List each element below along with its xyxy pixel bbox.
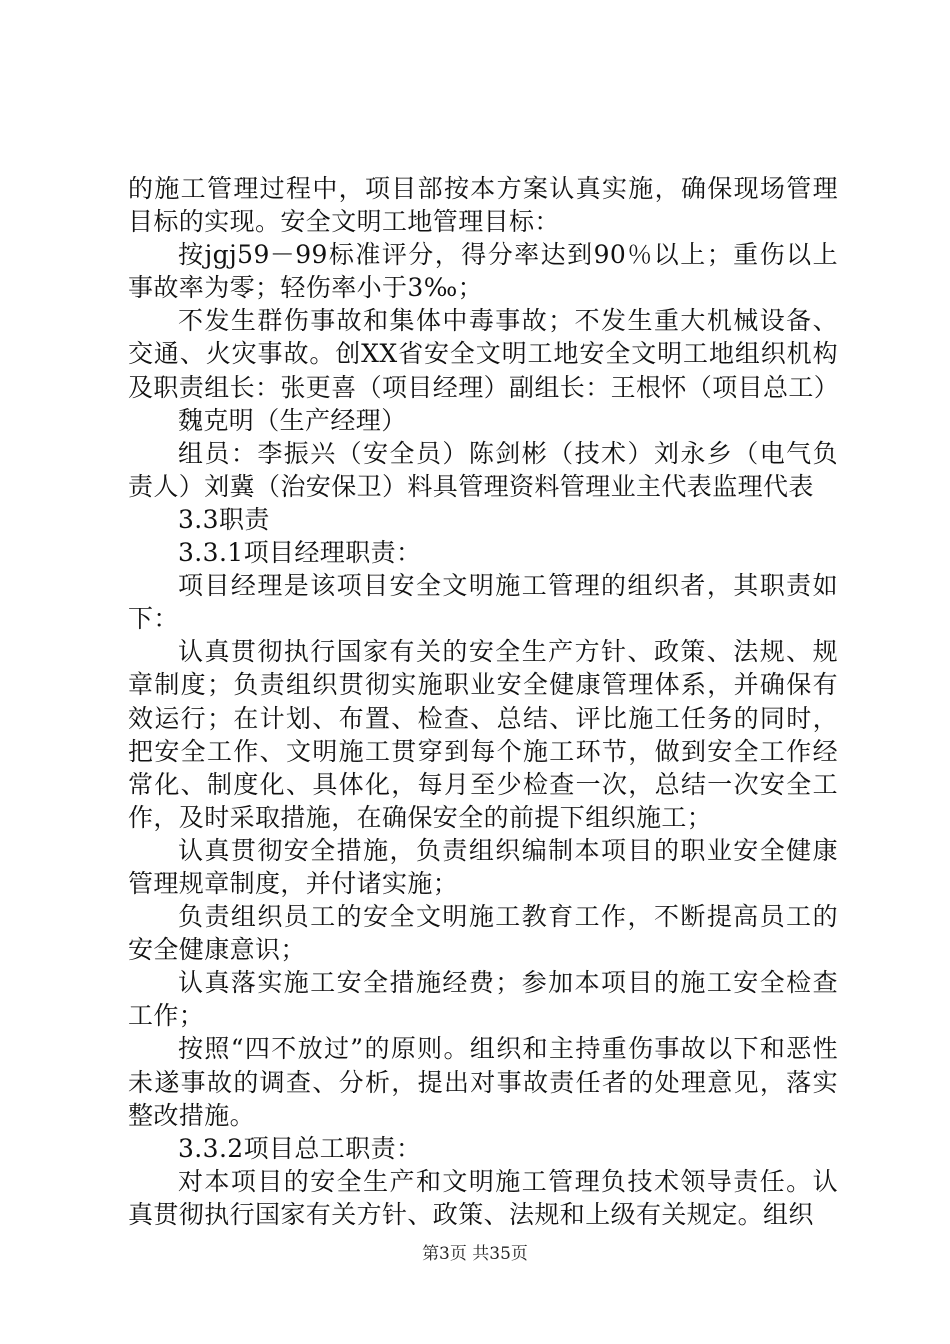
paragraph-pm-duty-5: 按照“四不放过”的原则。组织和主持重伤事故以下和恶性未遂事故的调查、分析，提出对事故责任者的处理意见，落实整改措施。: [128, 1034, 838, 1130]
paragraph-pm-role: 项目经理是该项目安全文明施工管理的组织者，其职责如下：: [128, 571, 838, 634]
paragraph-continuation: 的施工管理过程中，项目部按本方案认真实施，确保现场管理目标的实现。安全文明工地管理目标：: [128, 174, 838, 237]
page-number-label: 第3页 共35页: [422, 1244, 528, 1264]
page-footer: [0, 1243, 950, 1265]
paragraph-pm-duty-1: 认真贯彻执行国家有关的安全生产方针、政策、法规、规章制度；负责组织贯彻实施职业安全健康管理体系，并确保有效运行；在计划、布置、检查、总结、评比施工任务的同时，把安全工作、文明施工贯穿到每个施工环节，做到安全工作经常化、制度化、具体化，每月至少检查一次，总结一次安全工作，及时采取措施，在确保安全的前提下组织施工；: [128, 637, 838, 832]
paragraph-production-manager: 魏克明（生产经理）: [178, 405, 407, 435]
document-body: [128, 172, 838, 1231]
paragraph-chief-engineer-duty: 对本项目的安全生产和文明施工管理负技术领导责任。认真贯彻执行国家有关方针、政策、法规和上级有关规定。组织: [128, 1166, 838, 1229]
subsection-heading-chief-engineer-duties: 3.3.2项目总工职责：: [178, 1133, 422, 1163]
paragraph-pm-duty-3: 负责组织员工的安全文明施工教育工作，不断提高员工的安全健康意识；: [128, 902, 838, 965]
subsection-heading-pm-duties: 3.3.1项目经理职责：: [178, 538, 422, 568]
paragraph-pm-duty-2: 认真贯彻安全措施，负责组织编制本项目的职业安全健康管理规章制度，并付诸实施；: [128, 835, 838, 898]
paragraph-team-members: 组员：李振兴（安全员）陈剑彬（技术）刘永乡（电气负责人）刘冀（治安保卫）料具管理资料管理业主代表监理代表: [128, 438, 838, 501]
paragraph-score-target: 按jgj59－99标准评分，得分率达到90％以上；重伤以上事故率为零；轻伤率小于3‰；: [128, 240, 838, 303]
paragraph-pm-duty-4: 认真落实施工安全措施经费；参加本项目的施工安全检查工作；: [128, 968, 838, 1031]
section-heading-duties: 3.3职责: [178, 504, 270, 534]
paragraph-accident-target: 不发生群伤事故和集体中毒事故；不发生重大机械设备、交通、火灾事故。创XX省安全文明工地安全文明工地组织机构及职责组长：张更喜（项目经理）副组长：王根怀（项目总工）: [128, 306, 840, 402]
